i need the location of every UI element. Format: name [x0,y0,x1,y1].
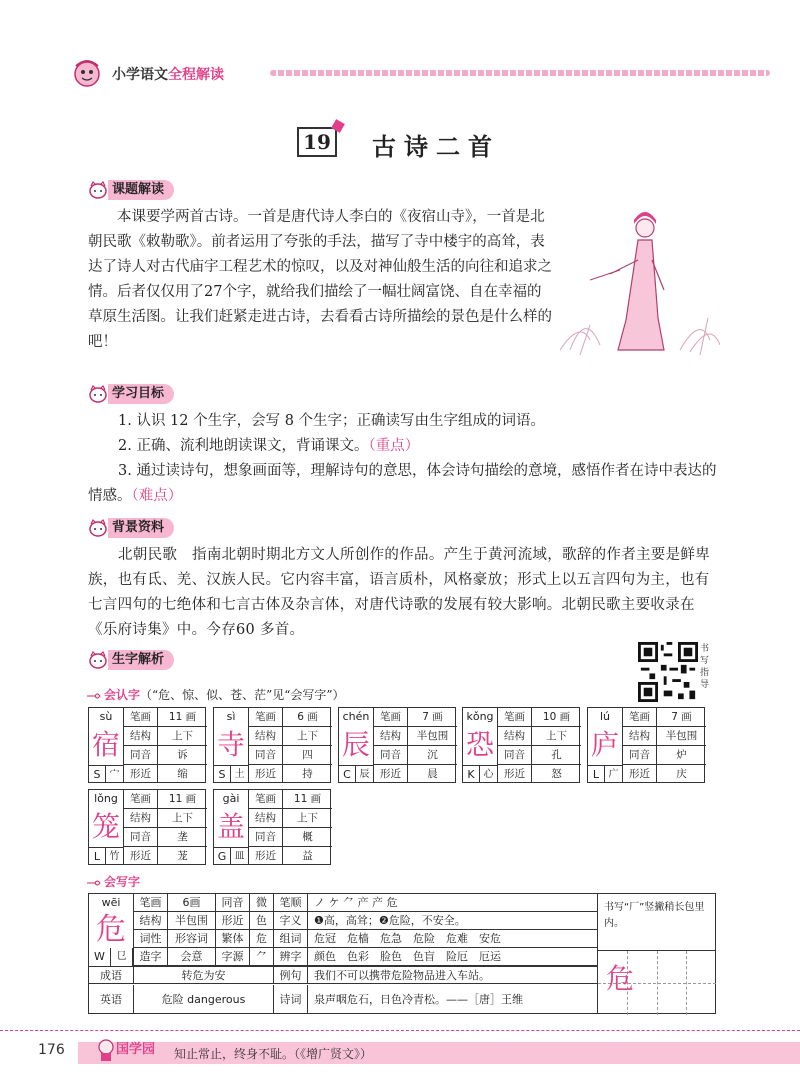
card-char: 笼 [91,810,120,843]
card-row [498,765,581,784]
lesson-number: 19 [297,127,337,157]
bg-term: 北朝民歌 [118,547,178,563]
card-value: 四 [302,749,313,761]
value-structure: 半包围 [168,912,216,930]
label-similar: 形近 [216,912,250,930]
value-words: 危冠 危樯 危急 危险 危难 安危 [308,930,598,948]
card-radical: 心 [480,765,497,783]
footer-tag [96,1036,155,1064]
pointing-hand-icon [86,876,102,890]
card-initial: S [214,765,231,783]
char-card [213,707,331,783]
label-example: 例句 [274,966,308,984]
card-row [498,708,581,727]
value-distinguish: 颜色 色彩 脸色 色盲 险厄 厄运 [308,948,598,966]
write-pinyin: wēi [101,896,121,909]
card-row [374,727,457,746]
card-value: 持 [302,768,313,780]
card-row [124,708,207,727]
label-formation: 造字 [134,948,168,966]
value-similar: 色 [250,912,274,930]
card-row [498,746,581,765]
card-label: 结构 [249,809,283,827]
card-value: 怒 [551,768,562,780]
card-row [249,765,332,784]
writing-tip-box [598,893,716,1014]
card-value: 7 画 [422,711,443,723]
card-row [124,790,207,809]
label-english: 英语 [89,985,134,1014]
card-label: 形近 [124,847,158,865]
write-char-table [88,893,598,1014]
card-value: 7 画 [671,711,692,723]
card-value: 炉 [676,749,687,761]
label-words: 组词 [274,930,308,948]
series-title-a: 小学语文 [112,67,168,83]
qr-label: 书写指导 [700,644,710,690]
card-char: 寺 [216,728,245,761]
card-initial: L [89,847,106,865]
label-structure: 结构 [134,912,168,930]
card-row [249,828,332,847]
card-grid [123,790,206,865]
card-radical: 辰 [356,765,373,783]
label-distinguish: 辨字 [274,948,308,966]
card-label: 形近 [124,765,158,783]
section-goals-label: 学习目标 [108,384,174,404]
intro-paragraph: 本课要学两首古诗。一首是唐代诗人李白的《夜宿山寺》，一首是北朝民歌《敕勒歌》。前者运用了夸张的手法，描写了寺中楼宇的高耸，表达了诗人对古代庙宇工程艺术的惊叹，以及对神仙般生活的向往和追求之情。后者仅仅用了27个字，就给我们描绘了一幅壮阔富饶、自在幸福的草原生活图。让我们赶紧走进古诗，去看看古诗所描绘的景色是什么样的吧！ [88,209,552,350]
label-poem: 诗词 [274,985,308,1014]
write-initial: W [89,948,111,966]
char-card [213,789,331,865]
card-row [249,746,332,765]
cat-face-icon [88,651,108,669]
card-label: 笔画 [623,708,657,726]
value-strokes: 6画 [168,894,216,912]
card-grid [622,708,705,783]
card-pinyin: sù [99,710,113,723]
goal-2-text: 2. 正确、流利地朗读课文，背诵课文。 [118,438,369,454]
section-intro-label: 课题解读 [108,180,174,200]
card-value: 垄 [177,831,188,843]
label-stroke-order: 笔顺 [274,894,308,912]
goal-3-tag: （难点） [131,488,183,504]
card-initial: K [463,765,480,783]
section-bg-label: 背景资料 [108,518,174,538]
bg-text: 指南北朝时期北方文人所创作的作品。产生于黄河流域，歌辞的作者主要是鲜卑族，也有氐、羌、汉族人民。它内容丰富，语言质朴，风格豪放；形式上以五言四句为主，也有七言四句的七绝体和七言古体及杂言体，对唐代诗歌的发展有较大影响。北朝民歌主要收录在《乐府诗集》中。今存60 多首。 [88,547,711,638]
card-pinyin: gài [222,792,240,805]
poet-illustration [560,200,720,360]
card-value: 6 画 [297,711,318,723]
mascot-logo-icon [70,58,108,88]
recognize-title: 会认字 [104,688,141,702]
card-value: 上下 [546,730,567,742]
value-stroke-order: ノ ケ ⺈ 产 产 危 [308,894,598,912]
series-title [112,64,224,84]
card-label: 结构 [249,727,283,745]
card-row [124,809,207,828]
card-row [124,847,207,866]
char-card [88,789,206,865]
card-grid [248,790,331,865]
card-value: 半包围 [416,730,449,742]
card-radical: 竹 [106,847,123,865]
card-initial: G [214,847,231,865]
card-initial: S [89,765,106,783]
card-row [498,727,581,746]
value-formation: 会意 [168,948,216,966]
card-value: 上下 [297,812,318,824]
card-value: 半包围 [665,730,698,742]
page-header [70,58,770,88]
label-homophone: 同音 [216,894,250,912]
recognize-subheading [86,686,345,704]
write-title: 会写字 [104,875,141,889]
card-label: 形近 [374,765,408,783]
footer-quote: 知止常止，终身不耻。（《增广贤文》） [174,1047,373,1061]
card-label: 笔画 [249,708,283,726]
card-value: 11 画 [168,711,197,723]
card-value: 诉 [177,749,188,761]
card-char: 宿 [91,728,120,761]
write-subheading [86,873,140,891]
card-row [623,765,706,784]
card-label: 笔画 [498,708,532,726]
card-label: 形近 [498,765,532,783]
card-label: 结构 [498,727,532,745]
card-value: 上下 [297,730,318,742]
char-card [587,707,705,783]
card-grid [123,708,206,783]
write-char: 危 [96,912,126,947]
card-value: 11 画 [168,793,197,805]
card-row [623,727,706,746]
card-row [249,727,332,746]
section-chars-label: 生字解析 [108,650,174,670]
cat-face-icon [88,385,108,403]
card-value: 概 [302,831,313,843]
card-pinyin: kǒng [466,710,494,723]
pointing-hand-icon [86,689,102,703]
writing-tip: 书写“厂”竖撇稍长包里内。 [604,902,705,929]
card-value: 沉 [427,749,438,761]
label-meaning: 字义 [274,912,308,930]
cat-face-icon [88,519,108,537]
label-strokes: 笔画 [134,894,168,912]
value-idiom: 转危为安 [134,966,274,984]
qr-code-icon[interactable] [638,642,698,702]
card-pinyin: sì [226,710,236,723]
card-row [374,765,457,784]
card-value: 缩 [177,768,188,780]
value-pos: 形容词 [168,930,216,948]
label-origin: 字源 [216,948,250,966]
card-label: 同音 [623,746,657,764]
card-label: 笔画 [124,708,158,726]
card-radical: 广 [605,765,622,783]
series-title-b: 全程解读 [168,67,224,83]
card-row [249,809,332,828]
card-label: 同音 [124,746,158,764]
card-value: 茏 [177,850,188,862]
write-radical: 㔾 [111,948,133,966]
mascot-icon [96,1038,116,1062]
label-idiom: 成语 [89,966,134,984]
card-label: 同音 [124,828,158,846]
card-value: 11 画 [293,793,322,805]
card-value: 益 [302,850,313,862]
card-label: 同音 [498,746,532,764]
value-origin: ⺈ [250,948,274,966]
header-divider [270,70,770,76]
card-row [623,746,706,765]
card-label: 形近 [249,847,283,865]
card-row [249,708,332,727]
card-label: 笔画 [249,790,283,808]
card-row [623,708,706,727]
card-row [249,847,332,866]
writing-sample-char: 危 [606,962,635,995]
card-initial: C [339,765,356,783]
card-row [374,708,457,727]
footer-divider [0,1030,800,1031]
card-pinyin: lǒng [94,792,118,805]
lesson-title: 古诗二首 [372,132,500,161]
card-grid [373,708,456,783]
card-row [249,790,332,809]
cat-face-icon [88,181,108,199]
card-row [124,746,207,765]
value-meaning: ❶高，高耸；❷危险，不安全。 [308,912,598,930]
card-label: 同音 [374,746,408,764]
card-pinyin: chén [342,710,370,723]
goal-1: 1. 认识 12 个生字，会写 8 个生字；正确读写由生字组成的词语。 [118,413,546,429]
card-label: 结构 [124,809,158,827]
card-char: 庐 [590,728,619,761]
card-radical: 土 [231,765,248,783]
recognize-note: （“危、惊、似、苍、茫”见“会写字”） [140,688,345,702]
card-label: 同音 [249,746,283,764]
card-label: 同音 [249,828,283,846]
card-value: 孔 [551,749,562,761]
card-pinyin: lú [599,710,611,723]
card-value: 上下 [172,730,193,742]
card-row [374,746,457,765]
card-grid [248,708,331,783]
card-radical: 宀 [106,765,123,783]
card-row [124,727,207,746]
label-pos: 词性 [134,930,168,948]
card-radical: 皿 [231,847,248,865]
char-card [88,707,206,783]
background-paragraph [88,543,718,643]
goal-2 [118,434,718,459]
card-label: 形近 [623,765,657,783]
card-label: 结构 [374,727,408,745]
card-char: 恐 [465,728,494,761]
goal-3-text: 3. 通过读诗句，想象画面等，理解诗句的意思，体会诗句描绘的意境，感悟作者在诗中表达的情感。 [88,463,717,504]
card-row [124,765,207,784]
goal-2-tag: （重点） [368,438,420,454]
card-char: 辰 [341,728,370,761]
card-initial: L [588,765,605,783]
value-traditional: 危 [250,930,274,948]
card-value: 庆 [676,768,687,780]
card-value: 晨 [427,768,438,780]
card-row [124,828,207,847]
char-card [462,707,580,783]
goal-3 [88,459,718,509]
card-value: 上下 [172,812,193,824]
card-label: 结构 [623,727,657,745]
label-traditional: 繁体 [216,930,250,948]
value-homophone: 微 [250,894,274,912]
card-label: 笔画 [124,790,158,808]
char-card [338,707,456,783]
card-char: 盖 [216,810,245,843]
footer-tag-label: 国学园 [116,1042,156,1057]
card-label: 结构 [124,727,158,745]
card-label: 形近 [249,765,283,783]
card-value: 10 画 [542,711,571,723]
page-number: 176 [38,1042,65,1058]
value-english: 危险 dangerous [134,985,274,1014]
writing-grid [598,950,716,1014]
card-grid [497,708,580,783]
card-label: 笔画 [374,708,408,726]
value-poem: 泉声咽危石，日色冷青松。——［唐］王维 [314,993,523,1006]
value-example: 我们不可以携带危险物品进入车站。 [308,966,598,984]
